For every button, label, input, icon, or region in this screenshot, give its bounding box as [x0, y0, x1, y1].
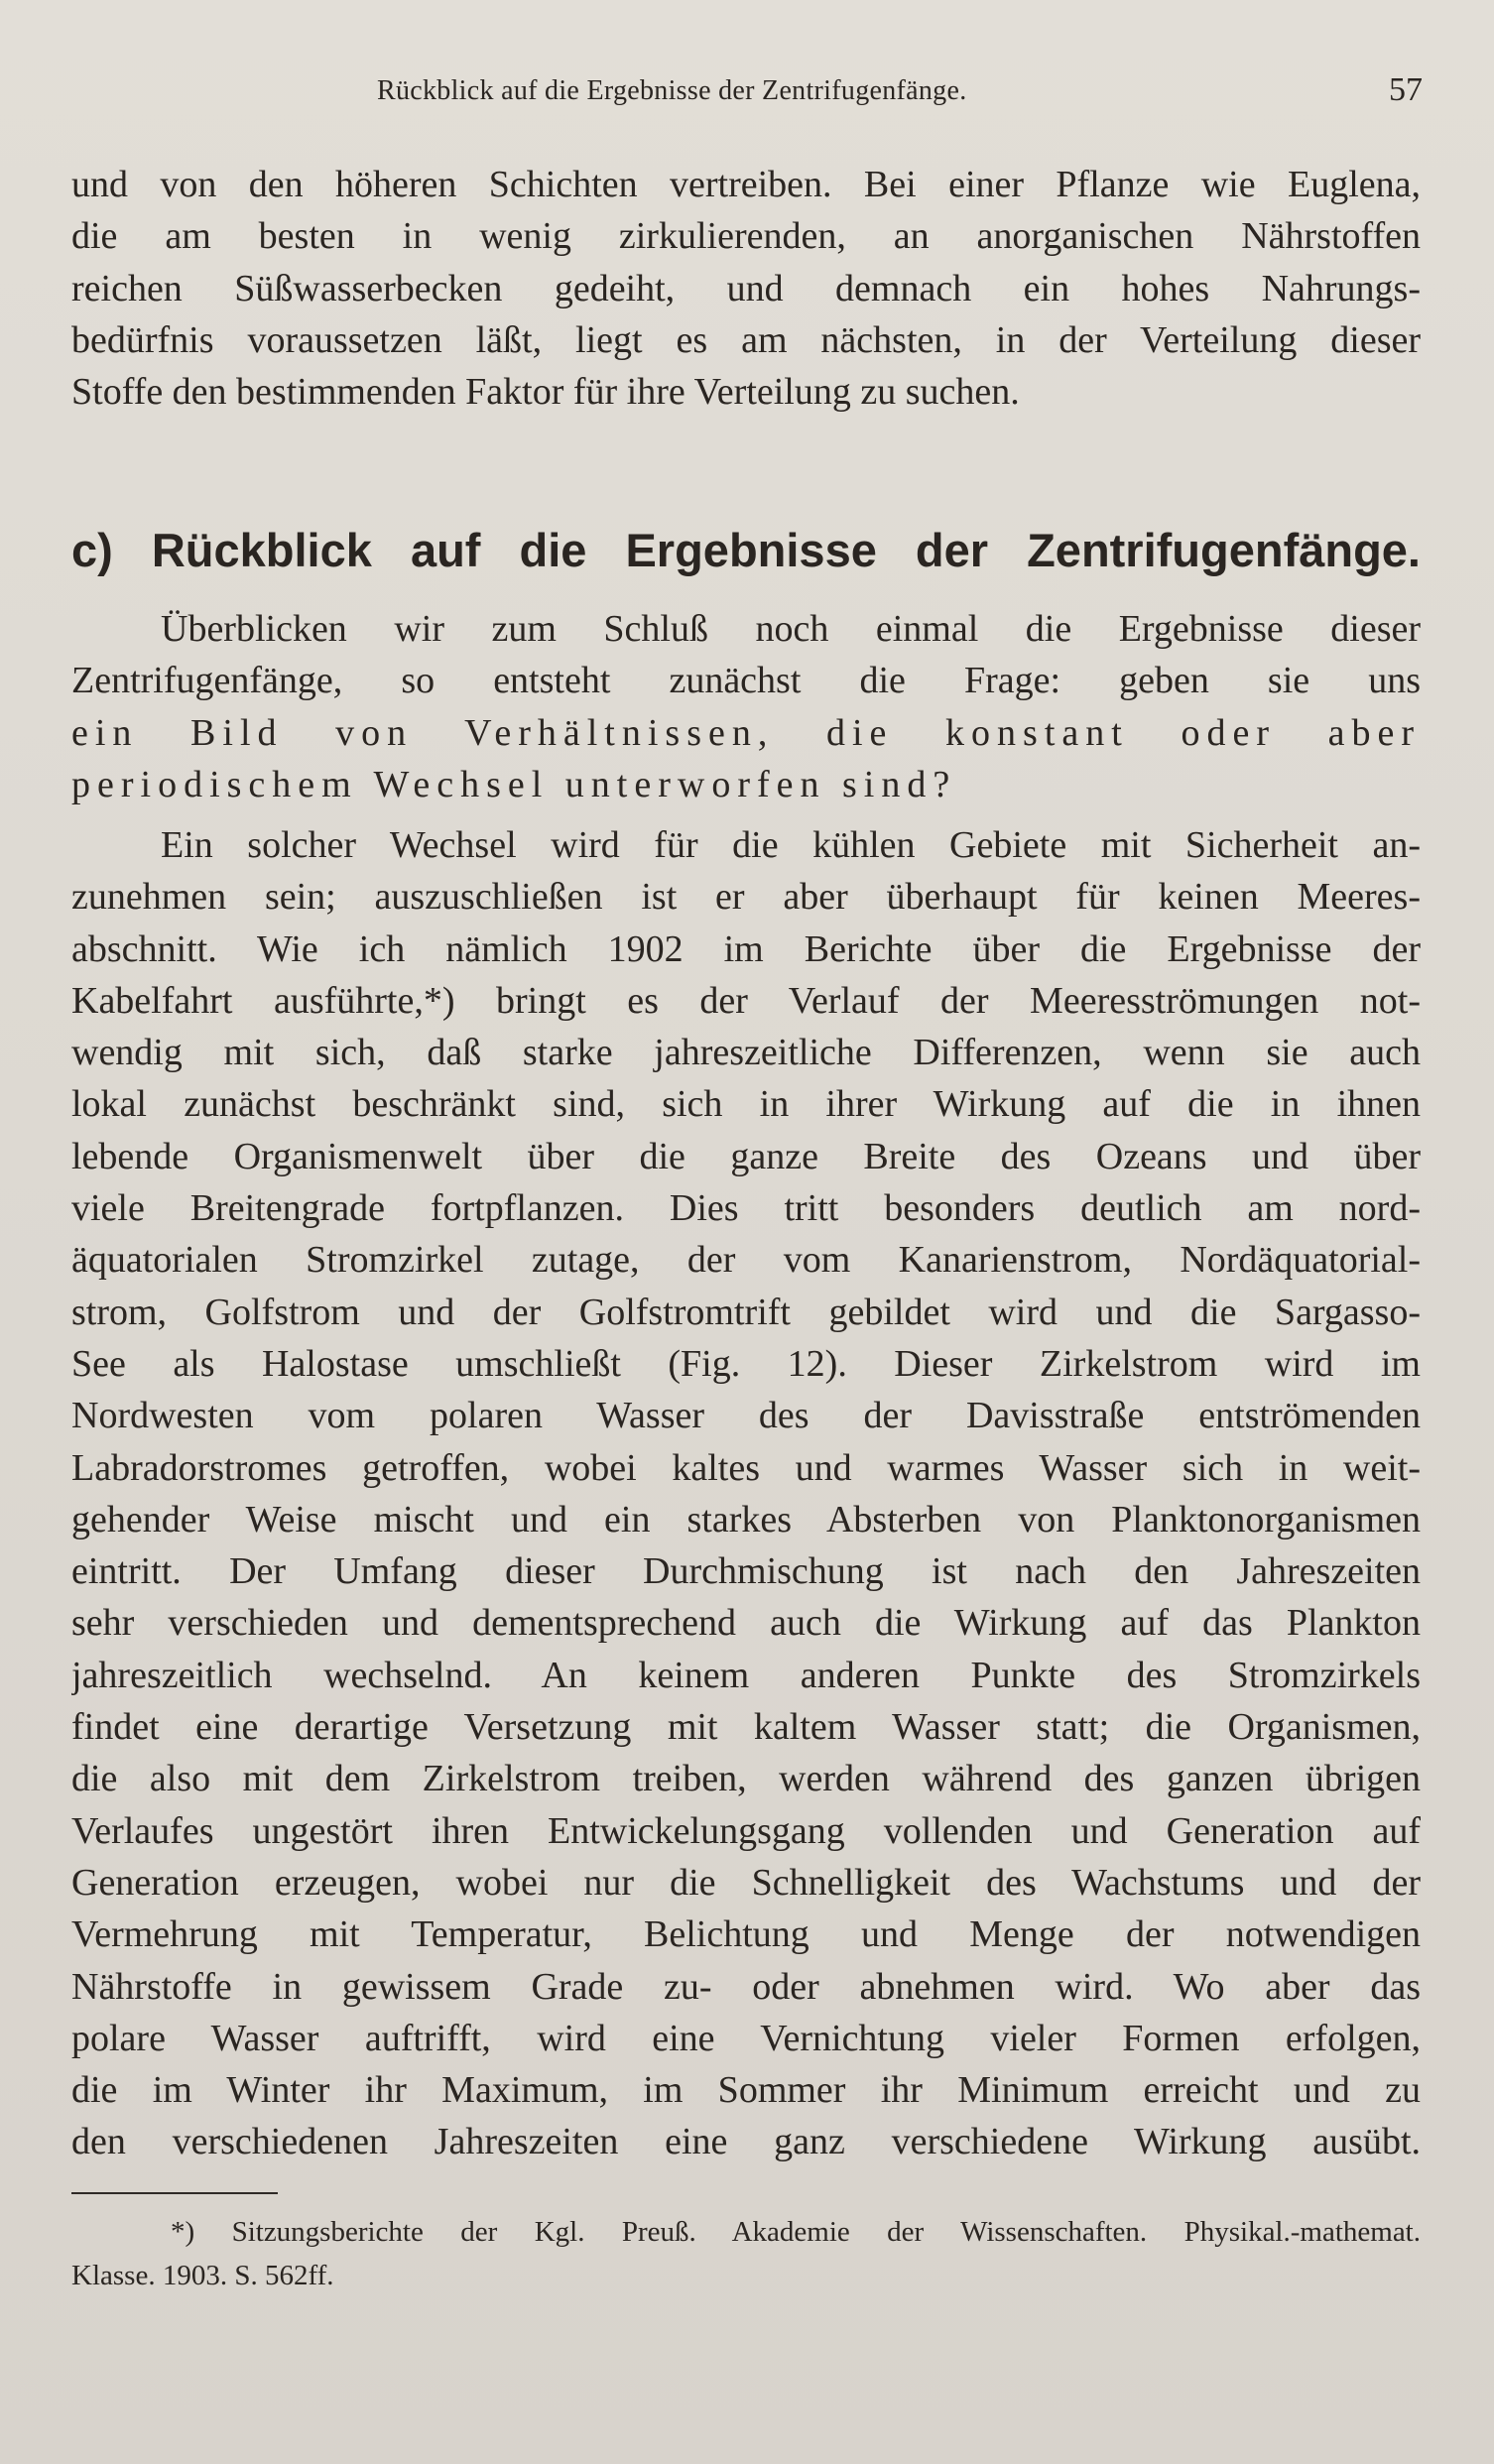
- text-line: die also mit dem Zirkelstrom treiben, werden während des ganzen übrigen: [71, 1758, 1421, 1800]
- paragraph-continued: [71, 159, 1421, 418]
- text-line: Kabelfahrt ausführte,*) bringt es der Verlauf der Meeresströmungen not-: [71, 979, 1421, 1022]
- text-line: lokal zunächst beschränkt sind, sich in ihrer Wirkung auf die in ihnen: [71, 1083, 1421, 1126]
- paragraph-question: [71, 603, 1421, 810]
- text-line: abschnitt. Wie ich nämlich 1902 im Berichte über die Ergebnisse der: [71, 927, 1421, 970]
- text-line: Stoffe den bestimmenden Faktor für ihre Verteilung zu suchen.: [71, 371, 1020, 414]
- text-line: wendig mit sich, daß starke jahreszeitliche Differenzen, wenn sie auch: [71, 1032, 1421, 1074]
- text-line: jahreszeitlich wechselnd. An keinem anderen Punkte des Stromzirkels: [71, 1654, 1421, 1696]
- text-line: die am besten in wenig zirkulierenden, an anorganischen Nährstoffen: [71, 215, 1421, 258]
- text-line: Generation erzeugen, wobei nur die Schnelligkeit des Wachstums und der: [71, 1861, 1421, 1904]
- text-line: zunehmen sein; auszuschließen ist er aber überhaupt für keinen Meeres-: [71, 876, 1421, 919]
- text-line: Vermehrung mit Temperatur, Belichtung und Menge der notwendigen: [71, 1913, 1421, 1956]
- paragraph-main: [71, 819, 1421, 2168]
- text-line: äquatorialen Stromzirkel zutage, der vom Kanarienstrom, Nordäquatorial-: [71, 1239, 1421, 1282]
- text-line: strom, Golfstrom und der Golfstromtrift gebildet wird und die Sargasso-: [71, 1291, 1421, 1333]
- text-line: und von den höheren Schichten vertreiben. Bei einer Pflanze wie Euglena,: [71, 164, 1421, 205]
- text-line: Ein solcher Wechsel wird für die kühlen Gebiete mit Sicherheit an-: [161, 824, 1421, 866]
- text-line: bedürfnis voraussetzen läßt, liegt es am nächsten, in der Verteilung dieser: [71, 318, 1421, 361]
- text-line: eintritt. Der Umfang dieser Durchmischung ist nach den Jahreszeiten: [71, 1550, 1421, 1593]
- page-number: 57: [1389, 71, 1423, 108]
- running-title: Rückblick auf die Ergebnisse der Zentrifugenfänge.: [377, 75, 967, 106]
- text-line: gehender Weise mischt und ein starkes Absterben von Planktonorganismen: [71, 1498, 1421, 1540]
- text-line: Zentrifugenfänge, so entsteht zunächst die Frage: geben sie uns: [71, 660, 1421, 702]
- text-line: ein Bild von Verhältnissen, die konstant oder aber: [71, 711, 1421, 754]
- text-line: Nordwesten vom polaren Wasser des der Davisstraße entströmenden: [71, 1395, 1421, 1437]
- section-heading: c) Rückblick auf die Ergebnisse der Zentrifugenfänge.: [71, 524, 1421, 576]
- text-line: die im Winter ihr Maximum, im Sommer ihr Minimum erreicht und zu: [71, 2069, 1421, 2112]
- footnote-rule: [71, 2192, 278, 2194]
- text-line: viele Breitengrade fortpflanzen. Dies tritt besonders deutlich am nord-: [71, 1187, 1421, 1230]
- footnote-line: Klasse. 1903. S. 562ff.: [71, 2260, 334, 2291]
- text-line: periodischem Wechsel unterworfen sind?: [71, 763, 957, 805]
- text-line: polare Wasser auftrifft, wird eine Vernichtung vieler Formen erfolgen,: [71, 2017, 1421, 2059]
- text-line: See als Halostase umschließt (Fig. 12). Dieser Zirkelstrom wird im: [71, 1342, 1421, 1385]
- text-line: Überblicken wir zum Schluß noch einmal die Ergebnisse dieser: [161, 608, 1421, 650]
- text-line: sehr verschieden und dementsprechend auch die Wirkung auf das Plankton: [71, 1602, 1421, 1645]
- text-line: findet eine derartige Versetzung mit kaltem Wasser statt; die Organismen,: [71, 1706, 1421, 1749]
- text-line: lebende Organismenwelt über die ganze Breite des Ozeans und über: [71, 1135, 1421, 1177]
- text-line: Verlaufes ungestört ihren Entwickelungsgang vollenden und Generation auf: [71, 1809, 1421, 1852]
- text-line: reichen Süßwasserbecken gedeiht, und demnach ein hohes Nahrungs-: [71, 267, 1421, 309]
- footnote-line: *) Sitzungsberichte der Kgl. Preuß. Akademie der Wissenschaften. Physikal.-mathemat.: [171, 2216, 1421, 2248]
- running-head: [0, 71, 1494, 115]
- footnote: [71, 2210, 1421, 2297]
- text-line: Labradorstromes getroffen, wobei kaltes und warmes Wasser sich in weit-: [71, 1446, 1421, 1489]
- text-line: Nährstoffe in gewissem Grade zu- oder abnehmen wird. Wo aber das: [71, 1965, 1421, 2008]
- text-line: den verschiedenen Jahreszeiten eine ganz verschiedene Wirkung ausübt.: [71, 2121, 1421, 2163]
